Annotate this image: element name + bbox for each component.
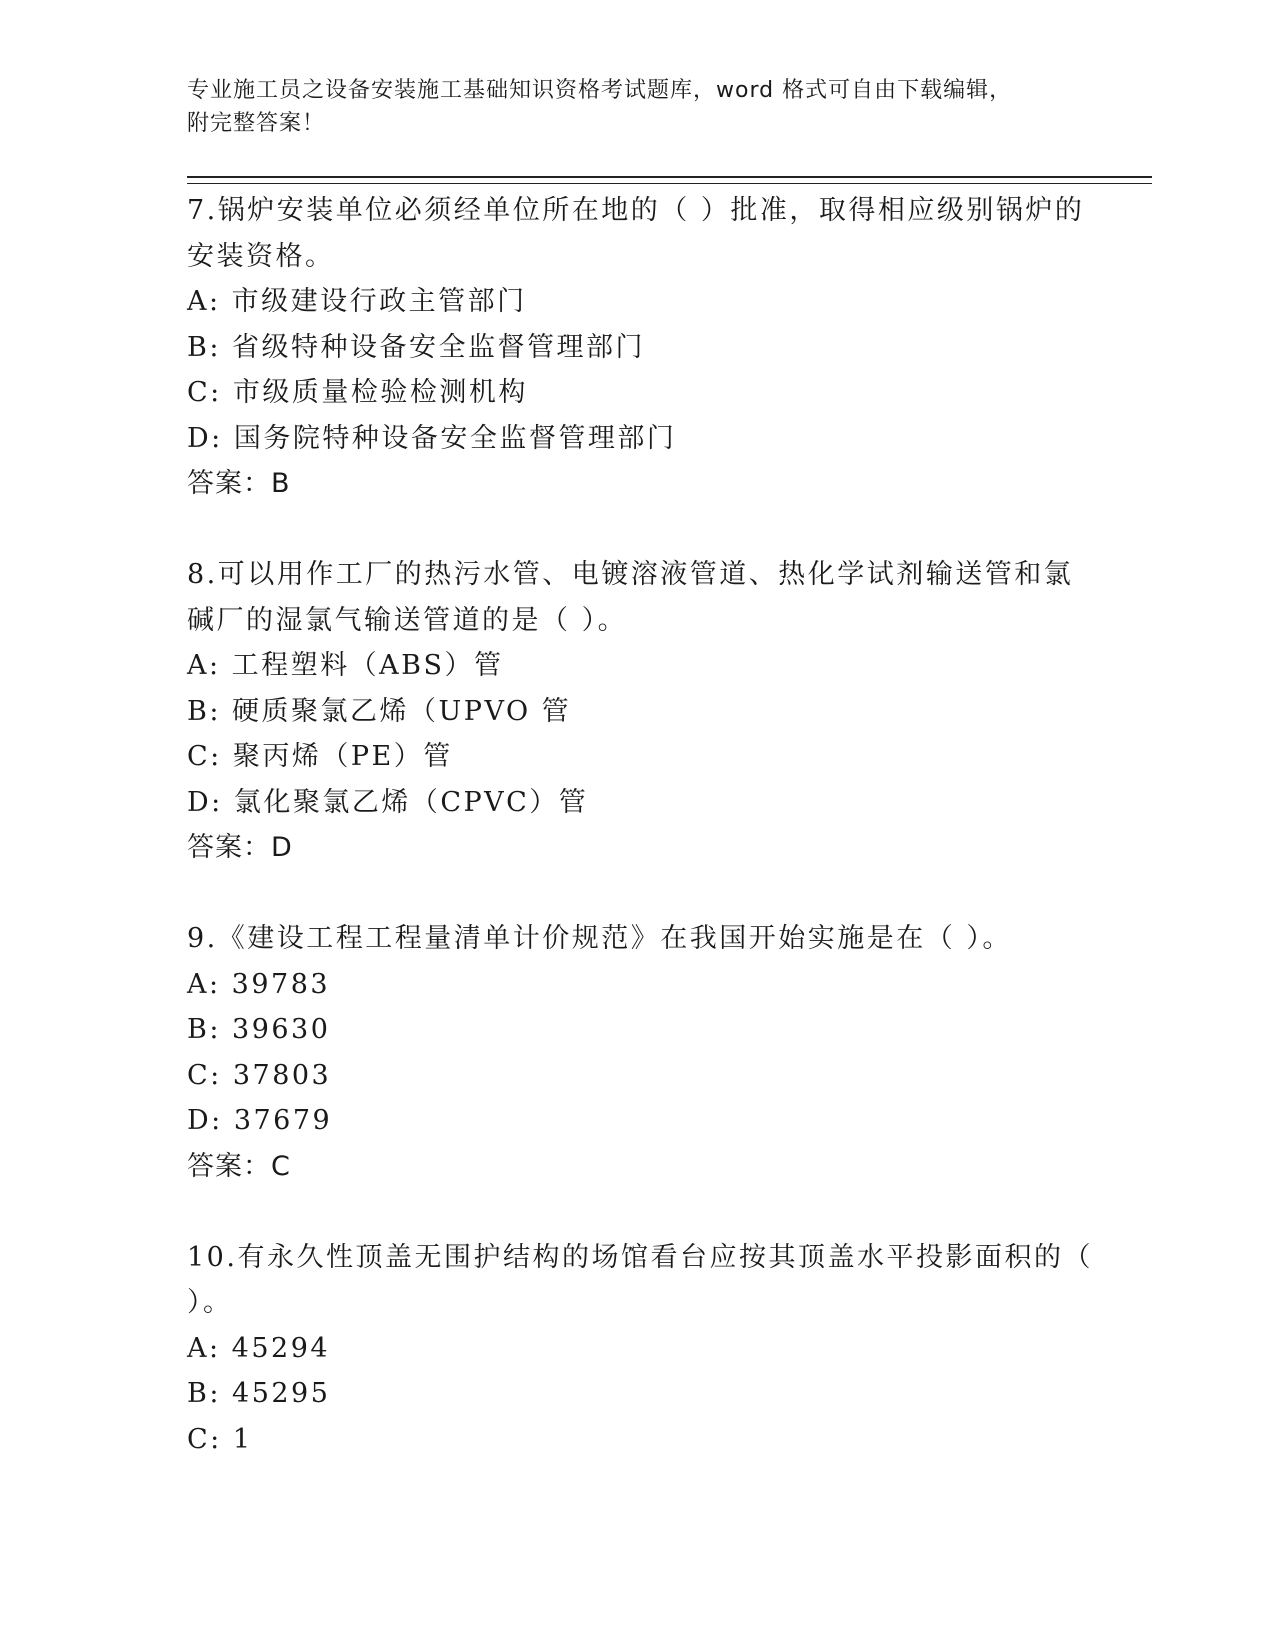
question-stem: [187, 1235, 1107, 1326]
question-list: [187, 188, 1107, 1508]
question-stem-line-1: 8.可以用作工厂的热污水管、电镀溶液管道、热化学试剂输送管和氯: [187, 559, 1074, 590]
answer-text: 答案：C: [187, 1150, 291, 1182]
question-10: [187, 1235, 1107, 1463]
header-divider-thin: [187, 183, 1152, 184]
document-header: [187, 74, 1087, 140]
question-stem-line-2: 安装资格。: [187, 240, 335, 272]
question-stem: [187, 916, 1107, 962]
option-b: B: 硬质聚氯乙烯（UPVO 管: [187, 695, 572, 727]
question-stem-line-1: 10.有永久性顶盖无围护结构的场馆看台应按其顶盖水平投影面积的（: [187, 1241, 1093, 1273]
option-c: C: 聚丙烯（PE）管: [187, 741, 453, 772]
option-b: B: 45295: [187, 1378, 331, 1409]
answer-text: 答案：D: [187, 832, 293, 863]
header-line-1: 专业施工员之设备安装施工基础知识资格考试题库，word 格式可自由下载编辑，: [187, 78, 1013, 103]
option-a: A: 39783: [187, 968, 331, 1000]
question-stem-line-2: ）。: [187, 1287, 233, 1318]
question-8: [187, 552, 1107, 871]
option-b: B: 省级特种设备安全监督管理部门: [187, 331, 646, 363]
option-d: D: 氯化聚氯乙烯（CPVC）管: [187, 786, 589, 818]
question-stem-line-1: 7.锅炉安装单位必须经单位所在地的（ ）批准，取得相应级别锅炉的: [187, 195, 1085, 226]
option-a: A: 市级建设行政主管部门: [187, 286, 527, 317]
question-stem: [187, 552, 1107, 643]
question-7: [187, 188, 1107, 507]
question-stem: [187, 188, 1107, 279]
question-stem-line-2: 碱厂的湿氯气输送管道的是（ ）。: [187, 604, 628, 636]
option-c: C: 市级质量检验检测机构: [187, 377, 528, 408]
option-c: C: 37803: [187, 1059, 332, 1091]
header-divider-thick: [187, 176, 1152, 178]
question-stem-line-1: 9.《建设工程工程量清单计价规范》在我国开始实施是在（ ）。: [187, 923, 1012, 954]
header-line-2: 附完整答案！: [187, 111, 326, 136]
option-b: B: 39630: [187, 1014, 331, 1045]
option-d: D: 国务院特种设备安全监督管理部门: [187, 422, 677, 454]
option-c: C: 1: [187, 1423, 253, 1455]
question-9: [187, 916, 1107, 1189]
option-d: D: 37679: [187, 1105, 333, 1136]
answer-text: 答案：B: [187, 468, 291, 499]
option-a: A: 工程塑料（ABS）管: [187, 650, 504, 681]
option-a: A: 45294: [187, 1332, 331, 1364]
